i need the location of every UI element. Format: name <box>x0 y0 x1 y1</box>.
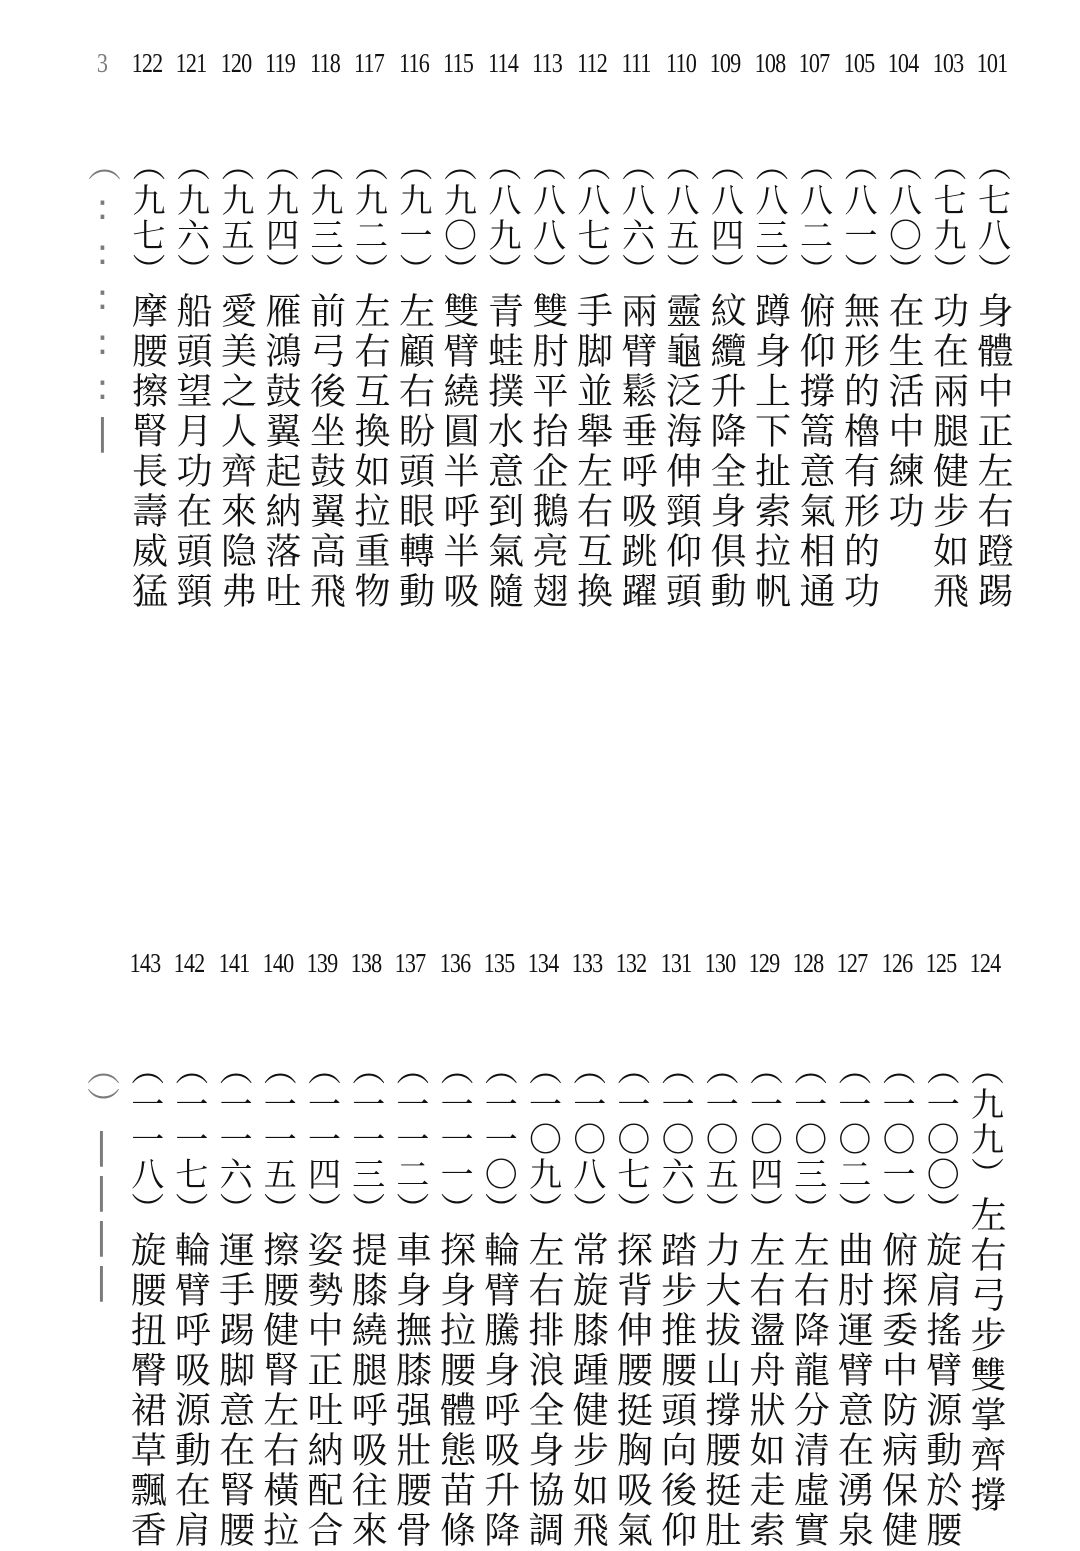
entry-column <box>926 148 970 612</box>
page-number: 132 <box>616 948 647 978</box>
page-number-row <box>0 948 1080 988</box>
entry-title: 探背伸腰挺胸吸氣 <box>611 1231 653 1551</box>
entry-code: ︵八七︶ <box>572 148 612 288</box>
entry-column <box>167 1052 211 1551</box>
entry-column <box>212 1052 256 1551</box>
entry-code: ︵九七︶ <box>127 148 167 288</box>
entry-code: ︵一一七︶ <box>170 1052 210 1227</box>
entry-column <box>659 148 703 612</box>
entry-code: ︵一一〇︶ <box>479 1052 519 1227</box>
entry-code: ︵八九︶ <box>483 148 523 288</box>
page-number: 114 <box>487 48 518 78</box>
entry-column <box>786 1052 830 1551</box>
entry-code: ︵一〇一︶ <box>877 1052 917 1227</box>
entry-title: 手脚並舉左右互換 <box>571 292 613 612</box>
entry-column <box>654 1052 698 1551</box>
page-number: 104 <box>887 48 919 78</box>
entry-code: ︵九四︶ <box>261 148 300 288</box>
entry-code: ︵一〇二︶ <box>833 1052 873 1227</box>
entry-column <box>436 148 480 612</box>
entry-title: 常旋膝踵健步如飛 <box>567 1231 609 1551</box>
page-number: 133 <box>571 948 603 978</box>
entry-column <box>300 1052 344 1551</box>
entry-code: ︵一一三︶ <box>347 1052 387 1227</box>
entry-title: 在生活中練功 <box>883 292 924 532</box>
entry-title: 擦腰健腎左右橫拉 <box>257 1231 299 1551</box>
entry-title: 雙肘平抬企鵝亮翅 <box>527 292 568 612</box>
entry-title: 左右盪舟狀如走索 <box>744 1231 785 1551</box>
entry-title: 身體中正左右蹬踢 <box>972 292 1013 612</box>
entry-code: ︵八六︶ <box>617 148 656 288</box>
entry-column <box>837 148 881 612</box>
page-number: 108 <box>754 48 785 78</box>
entry-code: ︵一一五︶ <box>258 1052 298 1227</box>
page-number: 143 <box>129 948 161 978</box>
page-number: 119 <box>265 48 295 78</box>
entry-title: 旋腰扭臀裙草飄香 <box>125 1231 167 1551</box>
entry-title: 力大拔山撐腰挺肚 <box>699 1231 741 1551</box>
entry-title: 船頭望月功在頭頸 <box>171 292 212 612</box>
entry-title: 俯仰撐篙意氣相通 <box>794 292 835 612</box>
page-number: 117 <box>354 48 384 78</box>
top-section <box>0 30 1080 612</box>
page-number: 115 <box>443 48 473 78</box>
page-number: 131 <box>660 948 691 978</box>
entry-column <box>477 1052 521 1551</box>
entry-title: 左右互換如拉重物 <box>349 292 390 612</box>
entry-code: ︵八四︶ <box>706 148 745 288</box>
page-number: 127 <box>837 948 868 978</box>
entry-title: 左右弓步雙掌齊撐 <box>965 1196 1006 1516</box>
page-number: 125 <box>925 948 957 978</box>
entry-code: ︵九三︶ <box>305 148 345 288</box>
entry-title: 踏步推腰頭向後仰 <box>655 1231 697 1551</box>
entry-code: ︵八五︶ <box>661 148 701 288</box>
entry-column <box>830 1052 874 1551</box>
entry-title: 俯探委中防病保健 <box>876 1231 918 1551</box>
entry-title: 愛美之人齊來隐弗 <box>215 292 257 612</box>
entry-title: 左右排浪全身協調 <box>523 1231 564 1551</box>
entry-code: ︵八二︶ <box>795 148 834 288</box>
entry-code: ︵九二︶ <box>350 148 389 288</box>
page-number: 107 <box>798 48 830 78</box>
entry-code: ︵一〇七︶ <box>612 1052 652 1227</box>
page-number: 105 <box>843 48 874 78</box>
entry-code: ︵七八︶ <box>973 148 1012 288</box>
entry-code: ︵一〇四︶ <box>745 1052 784 1227</box>
page-number: 141 <box>218 948 249 978</box>
page-number: 103 <box>932 48 963 78</box>
entry-column <box>919 1052 963 1551</box>
entry-title: 兩臂鬆垂呼吸跳躍 <box>616 292 657 612</box>
entry-column <box>963 1052 1007 1516</box>
page-number: 137 <box>395 948 426 978</box>
entry-column <box>525 148 569 612</box>
page-number: 3 <box>96 48 108 78</box>
entry-title: 前弓後坐鼓翼高飛 <box>304 292 346 612</box>
page-number: 109 <box>709 48 741 78</box>
entry-title: 雙臂繞圓半呼半吸 <box>438 292 479 612</box>
page-number: 118 <box>309 48 340 78</box>
page-number: 134 <box>527 948 559 978</box>
entry-column <box>521 1052 565 1551</box>
page-number: 138 <box>350 948 382 978</box>
entry-title: 運手踢脚意在腎腰 <box>213 1231 255 1551</box>
page-number: 142 <box>174 948 205 978</box>
page-number: 128 <box>792 948 824 978</box>
entry-code: ︵八一︶ <box>839 148 879 288</box>
entry-code: ︵︶ <box>82 1052 121 1122</box>
entry-column <box>344 1052 388 1551</box>
entry-code: ︵一〇八︶ <box>568 1052 608 1227</box>
entry-column <box>703 148 747 612</box>
entry-column <box>303 148 347 612</box>
entry-column <box>565 1052 609 1551</box>
entry-column <box>169 148 213 612</box>
page-number: 111 <box>621 48 651 78</box>
entry-title: 蹲身上下扯索拉帆 <box>749 292 791 612</box>
entry-column <box>481 148 525 612</box>
entry-title: 左顧右盼頭眼轉動 <box>393 292 435 612</box>
entry-title: 摩腰擦腎長壽威猛 <box>126 292 168 612</box>
entry-column <box>875 1052 919 1551</box>
entry-column <box>392 148 436 612</box>
entry-column <box>433 1052 477 1551</box>
page-number: 129 <box>748 948 780 978</box>
entry-code: ︵一〇五︶ <box>700 1052 740 1227</box>
page-number: 112 <box>576 48 607 78</box>
entry-title: 雁鴻鼓翼起納落吐 <box>260 292 301 612</box>
entry-code: ︵九五︶ <box>216 148 256 288</box>
entry-title: 車身撫膝强壯腰骨 <box>390 1231 432 1551</box>
entry-column <box>570 148 614 612</box>
entry-column <box>123 1052 167 1551</box>
entry-column <box>80 148 124 457</box>
page-number: 101 <box>976 48 1008 78</box>
entry-title: 姿勢中正吐納配合 <box>302 1231 343 1551</box>
entry-column <box>742 1052 786 1551</box>
entry-code: ︵八八︶ <box>528 148 567 288</box>
entry-code: ︵一〇三︶ <box>789 1052 829 1227</box>
page-number-row <box>0 48 1080 88</box>
entry-code: ︵九九︶ <box>966 1052 1005 1192</box>
page-number: 122 <box>131 48 162 78</box>
entry-column <box>792 148 836 612</box>
entry-title: 左右降龍分清虛實 <box>788 1231 830 1551</box>
entry-code: ︵七九︶ <box>928 148 968 288</box>
entry-code: ︵一一六︶ <box>214 1052 254 1227</box>
entry-code: ︵一〇九︶ <box>524 1052 563 1227</box>
entry-title: 功在兩腿健步如飛 <box>927 292 969 612</box>
entry-title: 無形的櫓有形的功 <box>838 292 880 612</box>
entry-column <box>79 1052 123 1306</box>
entry-code: ︵九一︶ <box>394 148 434 288</box>
entry-code: ︵一〇〇︶ <box>921 1052 961 1227</box>
entry-code: ︵一一四︶ <box>303 1052 342 1227</box>
entry-code: ︵一一二︶ <box>391 1052 431 1227</box>
page-number: 130 <box>704 948 736 978</box>
entry-column <box>347 148 391 612</box>
page-number: 139 <box>306 948 338 978</box>
page-number: 113 <box>532 48 562 78</box>
entry-code: ︵一一八︶ <box>126 1052 166 1227</box>
entry-title: 青蛙撲水意到氣隨 <box>482 292 524 612</box>
entry-column <box>881 148 925 532</box>
entry-code: ︵ <box>83 148 122 183</box>
entry-title: 提膝繞腿呼吸往來 <box>346 1231 388 1551</box>
entry-code: ︵八三︶ <box>750 148 790 288</box>
entry-title: 輪臂騰身呼吸升降 <box>478 1231 520 1551</box>
page-number: 116 <box>398 48 429 78</box>
entry-title: |||| <box>81 1126 122 1306</box>
entry-column <box>970 148 1014 612</box>
entry-title: 探身拉腰體態苗條 <box>434 1231 476 1551</box>
entry-column <box>258 148 302 612</box>
entry-column <box>214 148 258 612</box>
entry-code: ︵一〇六︶ <box>656 1052 696 1227</box>
page-number: 126 <box>881 948 912 978</box>
entry-column <box>388 1052 432 1551</box>
entry-column <box>256 1052 300 1551</box>
entry-code: ︵九六︶ <box>172 148 211 288</box>
entry-column <box>748 148 792 612</box>
bottom-section <box>0 930 1080 1551</box>
page-number: 135 <box>483 948 515 978</box>
entry-column <box>698 1052 742 1551</box>
entry-title: 旋肩搖臂源動於腰 <box>920 1231 962 1551</box>
entry-title: 曲肘運臂意在湧泉 <box>832 1231 874 1551</box>
page-number: 120 <box>220 48 251 78</box>
entry-column <box>609 1052 653 1551</box>
entry-code: ︵九〇︶ <box>439 148 478 288</box>
entry-column <box>614 148 658 612</box>
entry-code: ︵一一一︶ <box>435 1052 475 1227</box>
entry-title: 紋纜升降全身俱動 <box>705 292 746 612</box>
entry-title: 輪臂呼吸源動在肩 <box>169 1231 211 1551</box>
page-number: 124 <box>969 948 1001 978</box>
page-number: 136 <box>439 948 470 978</box>
page-number: 121 <box>175 48 207 78</box>
entry-column <box>125 148 169 612</box>
entry-title: 靈龜泛海伸頸仰頭 <box>660 292 702 612</box>
page-number: 140 <box>262 948 294 978</box>
entry-code: ︵八〇︶ <box>884 148 923 288</box>
page-number: 110 <box>665 48 696 78</box>
entry-title: :::::| <box>82 187 123 457</box>
